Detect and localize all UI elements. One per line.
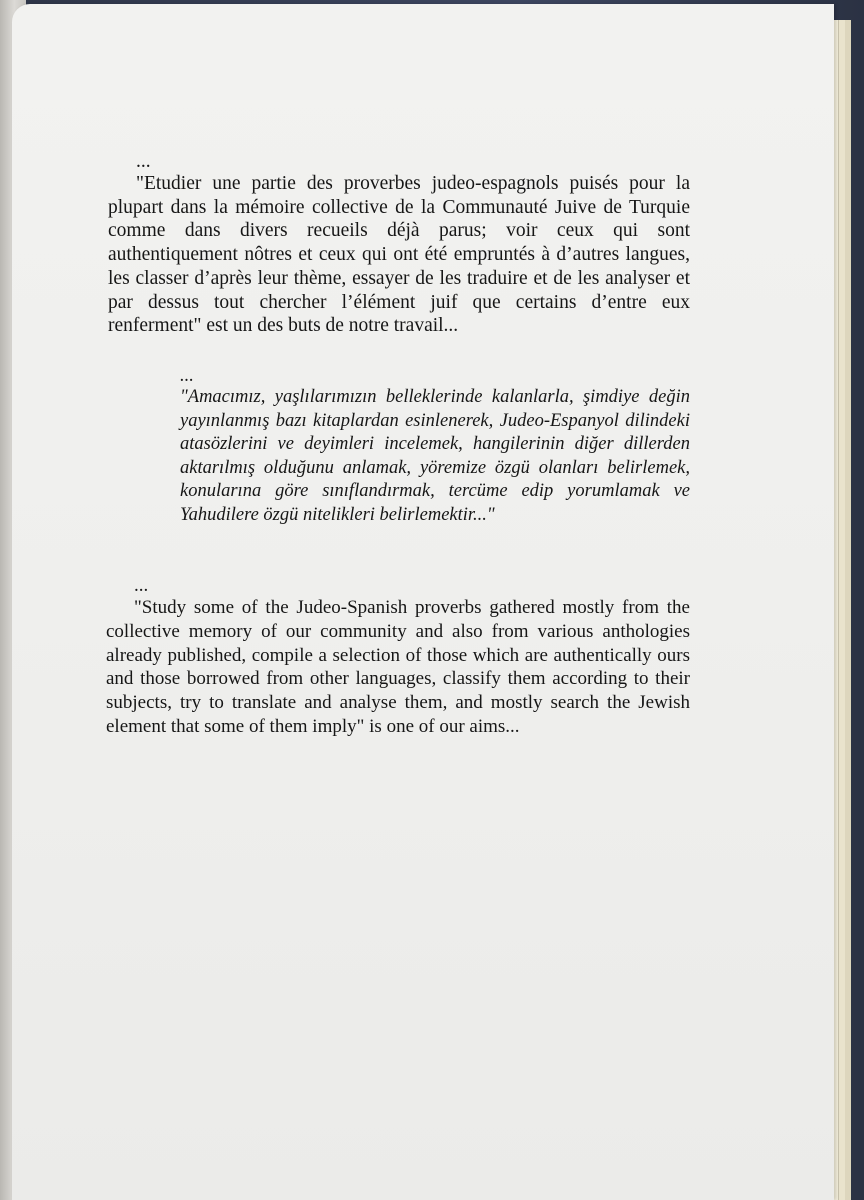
book-page (12, 4, 834, 1200)
page-edge (845, 20, 851, 1200)
turkish-ellipsis: ... (180, 366, 194, 386)
turkish-text: "Amacımız, yaşlılarımızın belleklerinde kalanlarla, şimdiye değin yayınlanmış bazı kitaplardan esinlenerek, Judeo-Espanyol dilindeki atasözlerini ve deyimleri incelemek, hangilerinin diğer dillerden aktarılmış olduğunu anlamak, yöremize özgü olanları belirlemek, konularına göre sınıflandırmak, tercüme edip yorumlamak ve Yahudilere özgü nitelikleri belirlemektir..." (180, 387, 690, 525)
french-ellipsis: ... (136, 151, 151, 172)
french-paragraph (108, 152, 690, 338)
english-paragraph (106, 576, 690, 739)
french-text: "Etudier une partie des proverbes judeo-espagnols puisés pour la plupart dans la mémoire collective de la Communauté Juive de Turquie comme dans divers recueils déjà parus; voir ceux qui sont authentiquement nôtres et ceux qui ont été empruntés à d’autres langues, les classer d’après leur thème, essayer de les traduire et de les analyser et par dessus tout chercher l’élément juif que certains d’entre eux renferment" est un des buts de notre travail... (108, 173, 690, 337)
turkish-paragraph (180, 366, 690, 528)
english-ellipsis: ... (134, 575, 149, 596)
english-text: "Study some of the Judeo-Spanish proverbs gathered mostly from the collective memory of our community and also from various anthologies already published, compile a selection of those which are authentically ours and those borrowed from other languages, classify them according to their subjects, try to translate and analyse them, and mostly search the Jewish element that some of them imply" is one of our aims... (106, 597, 690, 737)
